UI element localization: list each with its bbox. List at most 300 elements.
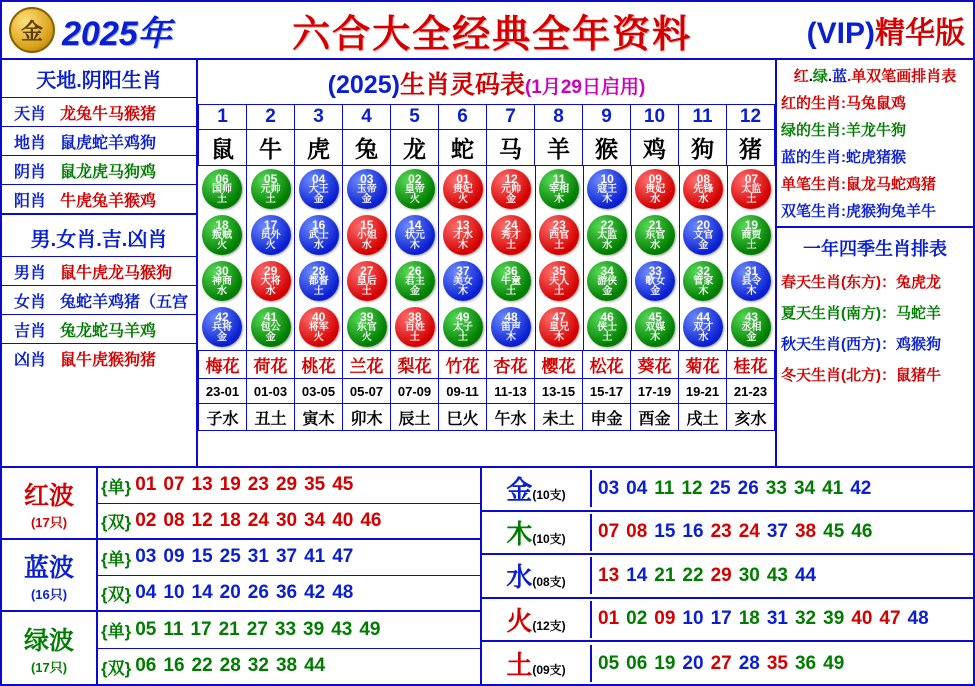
number: 21 — [654, 564, 676, 586]
number: 30 — [275, 509, 298, 531]
table-row — [199, 130, 775, 166]
number-ball[interactable] — [347, 261, 387, 301]
ball-cell[interactable] — [438, 258, 486, 304]
col-number: 11 — [679, 105, 727, 130]
number-ball[interactable] — [299, 307, 339, 347]
ball-element: 木 — [746, 286, 757, 297]
number: 47 — [879, 608, 901, 630]
range-cell: 19-21 — [679, 379, 727, 404]
ball-number: 41 — [263, 310, 278, 324]
number: 36 — [275, 581, 298, 603]
ball-element: 火 — [313, 332, 324, 343]
earthly-branch-cell: 巳火 — [439, 404, 487, 431]
number-ball[interactable] — [251, 169, 291, 209]
earthly-branch-cell: 午水 — [487, 404, 535, 431]
number-ball[interactable] — [539, 169, 579, 209]
row-key: 天肖 — [13, 105, 46, 123]
ball-cell[interactable] — [727, 212, 775, 258]
number: 45 — [823, 521, 845, 543]
range-cell: 09-11 — [439, 379, 487, 404]
table-row — [2, 97, 196, 126]
col-number: 7 — [487, 105, 535, 130]
ball-cell[interactable] — [198, 212, 246, 258]
number-ball[interactable] — [491, 261, 531, 301]
ball-element: 金 — [361, 194, 372, 205]
logo — [2, 7, 62, 53]
title-main: 生肖灵码表 — [399, 71, 525, 99]
color-stroke-box — [777, 60, 973, 228]
ball-element: 土 — [746, 240, 757, 251]
number-ball[interactable] — [731, 307, 771, 347]
element-numbers — [592, 521, 973, 543]
ball-cell[interactable] — [631, 166, 679, 212]
table-row — [199, 105, 775, 130]
number-ball[interactable] — [683, 169, 723, 209]
ball-number: 07 — [744, 172, 759, 186]
title-blue: 蓝 — [832, 68, 848, 85]
number-ball[interactable] — [443, 307, 483, 347]
number-ball[interactable] — [491, 169, 531, 209]
number-ball[interactable] — [202, 261, 242, 301]
ball-cell[interactable] — [294, 212, 342, 258]
element-count: (12支) — [532, 618, 566, 633]
wave-line — [98, 648, 480, 685]
ball-cell[interactable] — [390, 304, 438, 350]
number-ball[interactable] — [251, 215, 291, 255]
number: 15 — [654, 521, 676, 543]
title-rest: .单双笔画排肖表 — [847, 68, 957, 85]
item-label: 红的生肖 — [781, 95, 842, 112]
number: 28 — [219, 655, 241, 677]
vip-suffix: 精华版 — [875, 17, 965, 50]
ball-row — [198, 212, 775, 258]
zodiac-cell: 兔 — [343, 130, 391, 166]
element-table — [482, 468, 973, 686]
number: 39 — [303, 618, 325, 640]
number: 39 — [823, 608, 845, 630]
ball-title: 皇后 — [356, 276, 377, 287]
bottom-section — [2, 468, 973, 686]
ball-cell[interactable] — [294, 304, 342, 350]
ball-element: 金 — [265, 332, 276, 343]
ball-cell[interactable] — [246, 212, 294, 258]
ball-cell[interactable] — [631, 258, 679, 304]
row-key: 男肖 — [13, 264, 46, 282]
number-list — [135, 619, 387, 641]
ball-element: 土 — [457, 332, 468, 343]
item-value: :马兔鼠鸡 — [841, 95, 907, 112]
number-ball[interactable] — [635, 261, 675, 301]
number: 06 — [626, 652, 648, 674]
ball-element: 金 — [746, 332, 757, 343]
number-ball[interactable] — [202, 215, 242, 255]
ball-cell[interactable] — [438, 212, 486, 258]
number: 38 — [275, 655, 298, 677]
ball-cell[interactable] — [486, 166, 534, 212]
ball-element: 土 — [313, 286, 324, 297]
number: 07 — [598, 521, 620, 543]
season-title: 一年四季生肖排表 — [803, 239, 947, 259]
number-ball[interactable] — [347, 215, 387, 255]
number-list — [135, 474, 360, 496]
ball-element: 土 — [265, 194, 276, 205]
ball-cell[interactable] — [583, 166, 631, 212]
ball-cell[interactable] — [727, 166, 775, 212]
number-ball[interactable] — [347, 307, 387, 347]
range-cell: 23-01 — [199, 379, 247, 404]
ball-element: 火 — [361, 332, 372, 343]
number: 02 — [135, 509, 157, 531]
list-item: 冬天生肖(北方)：鼠猪牛 — [781, 367, 941, 384]
number: 48 — [332, 581, 354, 603]
ball-element: 土 — [506, 286, 517, 297]
col-number: 4 — [343, 105, 391, 130]
ball-number: 09 — [648, 172, 662, 186]
number: 44 — [794, 564, 817, 586]
ball-title: 笛声 — [501, 322, 522, 333]
range-cell: 11-13 — [487, 379, 535, 404]
number-ball[interactable] — [443, 169, 483, 209]
ball-number: 12 — [504, 172, 518, 186]
number-ball[interactable] — [299, 169, 339, 209]
ball-cell[interactable] — [727, 304, 775, 350]
number: 43 — [331, 618, 353, 640]
number-ball[interactable] — [491, 215, 531, 255]
number: 46 — [360, 509, 382, 531]
number: 23 — [710, 521, 732, 543]
number: 26 — [737, 477, 759, 499]
number-ball[interactable] — [587, 307, 627, 347]
ball-cell[interactable] — [390, 212, 438, 258]
ball-element: 火 — [457, 194, 468, 205]
zodiac-cell: 羊 — [535, 130, 583, 166]
number-ball[interactable] — [202, 307, 242, 347]
vip-badge — [807, 8, 973, 52]
title-year: (2025) — [327, 71, 400, 99]
ball-cell[interactable] — [342, 212, 390, 258]
row-value: 兔龙蛇马羊鸡 — [60, 322, 157, 340]
element-name: 水 — [506, 562, 533, 593]
col-number: 1 — [199, 105, 247, 130]
number-list — [135, 582, 360, 604]
number-ball[interactable] — [443, 215, 483, 255]
number: 29 — [710, 564, 732, 586]
number: 41 — [822, 477, 844, 499]
zodiac-cell: 龙 — [391, 130, 439, 166]
number: 41 — [304, 546, 326, 568]
earthly-branch-cell: 申金 — [583, 404, 631, 431]
number-ball[interactable] — [539, 261, 579, 301]
ball-cell[interactable] — [535, 258, 583, 304]
ball-title: 寇王 — [597, 184, 618, 195]
number-ball[interactable] — [683, 215, 723, 255]
col-number: 9 — [583, 105, 631, 130]
list-item: 夏天生肖(南方)：马蛇羊 — [781, 305, 941, 322]
number: 23 — [247, 474, 269, 496]
ball-row — [198, 166, 775, 212]
element-name: 木 — [506, 518, 533, 549]
ball-cell[interactable] — [583, 258, 631, 304]
ball-cell[interactable] — [342, 304, 390, 350]
number: 11 — [654, 477, 675, 499]
number-ball[interactable] — [299, 215, 339, 255]
page-title: 六合大全经典全年资料 — [292, 13, 693, 56]
flower-cell: 桂花 — [727, 351, 775, 379]
element-name-cell — [482, 514, 592, 551]
number-ball[interactable] — [347, 169, 387, 209]
element-row — [482, 512, 973, 556]
range-cell: 15-17 — [583, 379, 631, 404]
ball-cell[interactable] — [486, 304, 534, 350]
number: 34 — [304, 509, 326, 531]
ball-number: 32 — [696, 264, 711, 278]
ball-cell[interactable] — [342, 258, 390, 304]
number: 28 — [738, 652, 760, 674]
number-ball[interactable] — [395, 261, 435, 301]
ball-cell[interactable] — [486, 212, 534, 258]
ball-title: 太子 — [452, 322, 473, 333]
ball-number: 33 — [648, 264, 662, 278]
wave-line — [98, 612, 480, 648]
zodiac-cell: 马 — [487, 130, 535, 166]
ball-cell[interactable] — [583, 304, 631, 350]
number-ball[interactable] — [539, 307, 579, 347]
number-ball[interactable] — [587, 169, 627, 209]
number: 19 — [219, 474, 241, 496]
ball-cell[interactable] — [438, 166, 486, 212]
gender-luck-box — [2, 215, 196, 372]
number: 15 — [191, 546, 213, 568]
ball-cell[interactable] — [631, 212, 679, 258]
number: 02 — [626, 608, 648, 630]
ball-number: 43 — [744, 310, 759, 324]
zodiac-cell: 猴 — [583, 130, 631, 166]
ball-cell[interactable] — [583, 212, 631, 258]
ball-cell[interactable] — [294, 166, 342, 212]
ball-cell[interactable] — [727, 258, 775, 304]
ball-element: 火 — [217, 240, 228, 251]
number: 04 — [626, 477, 648, 499]
ball-cell[interactable] — [246, 166, 294, 212]
number: 08 — [626, 521, 648, 543]
ball-cell[interactable] — [679, 212, 727, 258]
table-row — [2, 126, 196, 155]
ball-element: 金 — [602, 286, 613, 297]
earthly-branch-cell: 戌土 — [679, 404, 727, 431]
number-ball[interactable] — [491, 307, 531, 347]
number: 35 — [766, 652, 788, 674]
ball-cell[interactable] — [486, 258, 534, 304]
number-ball[interactable] — [299, 261, 339, 301]
ball-number: 39 — [360, 310, 374, 324]
ball-title: 宰相 — [549, 184, 570, 195]
number: 14 — [626, 564, 648, 586]
element-row — [482, 642, 973, 686]
wave-name-cell — [2, 540, 98, 610]
ball-cell[interactable] — [535, 212, 583, 258]
ball-element: 木 — [554, 332, 565, 343]
number: 21 — [218, 618, 240, 640]
ball-number: 08 — [696, 172, 711, 186]
number-ball[interactable] — [683, 307, 723, 347]
ball-cell[interactable] — [198, 166, 246, 212]
element-count: (10支) — [532, 488, 566, 503]
ball-number: 49 — [456, 310, 470, 324]
ball-element: 土 — [554, 286, 565, 297]
wave-name: 蓝波 — [23, 553, 74, 582]
number: 03 — [135, 546, 157, 568]
vip-text: (VIP) — [806, 17, 875, 50]
row-value: 鼠牛虎猴狗猪 — [60, 351, 157, 369]
number-ball[interactable] — [635, 307, 675, 347]
number-ball[interactable] — [539, 215, 579, 255]
row-value: 鼠牛虎龙马猴狗 — [60, 264, 173, 282]
number-ball[interactable] — [635, 169, 675, 209]
wave-name: 绿波 — [23, 626, 74, 655]
flower-cell: 竹花 — [439, 351, 487, 379]
number: 09 — [654, 608, 676, 630]
number: 03 — [598, 477, 620, 499]
ball-cell[interactable] — [198, 258, 246, 304]
element-name: 土 — [506, 650, 533, 681]
number-ball[interactable] — [587, 261, 627, 301]
ball-title: 百姓 — [404, 322, 425, 333]
number: 24 — [247, 509, 269, 531]
parity-tag: {双} — [101, 513, 132, 533]
number: 09 — [163, 546, 185, 568]
ball-number: 45 — [648, 310, 662, 324]
number: 19 — [654, 652, 676, 674]
number-ball[interactable] — [731, 215, 771, 255]
ball-number: 13 — [456, 218, 470, 232]
ball-title: 管家 — [693, 276, 714, 287]
ball-title: 东官 — [645, 230, 666, 241]
title-note: (1月29日启用) — [524, 77, 646, 98]
row-key: 阳肖 — [13, 192, 46, 210]
zodiac-cell: 鼠 — [199, 130, 247, 166]
flower-cell: 樱花 — [535, 351, 583, 379]
number-ball[interactable] — [731, 169, 771, 209]
flower-cell: 荷花 — [247, 351, 295, 379]
wave-name: 红波 — [23, 481, 74, 510]
ball-cell[interactable] — [390, 258, 438, 304]
item-label: 绿的生肖 — [781, 122, 842, 139]
element-name-cell — [482, 557, 592, 594]
ball-element: 火 — [409, 194, 420, 205]
ball-element: 木 — [409, 240, 420, 251]
flower-cell: 杏花 — [487, 351, 535, 379]
wave-name-cell — [2, 612, 98, 684]
ball-title: 皇帝 — [404, 184, 425, 195]
item-value: :蛇虎猪猴 — [841, 149, 907, 166]
number: 24 — [738, 521, 760, 543]
ball-element: 水 — [361, 240, 372, 251]
ball-element: 水 — [217, 286, 228, 297]
number-ball[interactable] — [395, 215, 435, 255]
ball-cell[interactable] — [679, 304, 727, 350]
number-ball[interactable] — [395, 307, 435, 347]
wave-count: (17只) — [30, 659, 68, 675]
ball-cell[interactable] — [198, 304, 246, 350]
number: 33 — [765, 477, 787, 499]
number-ball[interactable] — [202, 169, 242, 209]
number: 27 — [246, 618, 268, 640]
number: 42 — [850, 477, 872, 499]
gender-luck-title: 男.女肖.吉.凶肖 — [30, 229, 168, 251]
ball-cell[interactable] — [535, 304, 583, 350]
ball-cell[interactable] — [631, 304, 679, 350]
number: 14 — [191, 581, 213, 603]
number: 16 — [163, 655, 185, 677]
zodiac-cell: 虎 — [295, 130, 343, 166]
ball-cell[interactable] — [679, 258, 727, 304]
ball-cell[interactable] — [246, 304, 294, 350]
ball-element: 金 — [313, 194, 324, 205]
flower-cell: 兰花 — [343, 351, 391, 379]
row-key: 阴肖 — [13, 163, 46, 181]
wave-numbers — [98, 468, 480, 538]
ball-number: 40 — [312, 310, 326, 324]
number: 17 — [710, 608, 732, 630]
title-red: 红 — [793, 68, 809, 85]
wave-count: (16只) — [30, 586, 68, 602]
earthly-branch-cell: 亥水 — [727, 404, 775, 431]
ball-element: 火 — [265, 240, 276, 251]
number: 43 — [766, 564, 788, 586]
number-ball[interactable] — [683, 261, 723, 301]
ball-number: 16 — [312, 218, 326, 232]
item-label: 单笔生肖 — [781, 176, 842, 193]
ball-cell[interactable] — [535, 166, 583, 212]
number-ball[interactable] — [251, 307, 291, 347]
ball-element: 土 — [602, 332, 613, 343]
ball-cell[interactable] — [438, 304, 486, 350]
element-count: (09支) — [532, 663, 566, 678]
element-name-cell — [482, 470, 592, 507]
number-ball[interactable] — [635, 215, 675, 255]
number-ball[interactable] — [251, 261, 291, 301]
number: 37 — [275, 546, 298, 568]
element-name: 火 — [506, 605, 533, 636]
number: 04 — [135, 581, 157, 603]
number: 45 — [332, 474, 354, 496]
number: 10 — [682, 608, 704, 630]
ball-cell[interactable] — [246, 258, 294, 304]
number-ball[interactable] — [443, 261, 483, 301]
header — [2, 2, 973, 60]
table-row — [2, 314, 196, 343]
number: 13 — [191, 474, 213, 496]
number: 12 — [681, 477, 703, 499]
ball-grid — [198, 166, 775, 350]
ball-row — [198, 258, 775, 304]
ball-cell[interactable] — [294, 258, 342, 304]
ball-title: 太监 — [741, 184, 762, 195]
item-value: :鼠龙马蛇鸡猪 — [841, 176, 937, 193]
row-key: 吉肖 — [13, 322, 46, 340]
ball-title: 兵将 — [212, 322, 233, 333]
ball-number: 19 — [744, 218, 759, 232]
ball-cell[interactable] — [390, 166, 438, 212]
number-ball[interactable] — [395, 169, 435, 209]
number-ball[interactable] — [587, 215, 627, 255]
number-ball[interactable] — [731, 261, 771, 301]
flower-cell: 菊花 — [679, 351, 727, 379]
ball-cell[interactable] — [679, 166, 727, 212]
ball-cell[interactable] — [342, 166, 390, 212]
right-column — [777, 60, 973, 466]
number-list — [135, 655, 332, 677]
